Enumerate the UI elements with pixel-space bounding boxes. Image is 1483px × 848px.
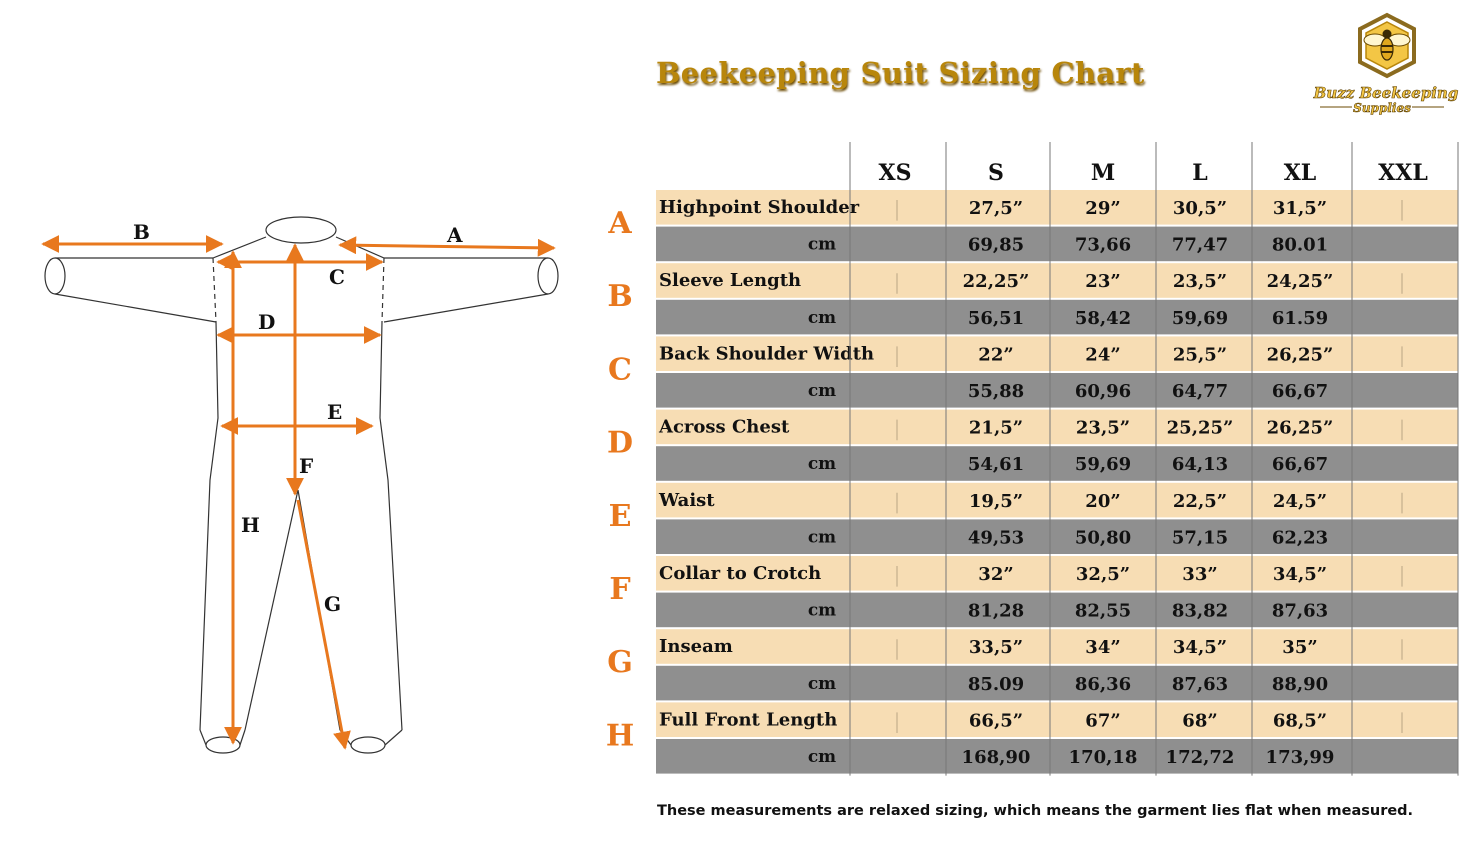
cm-value: 88,90 [1271, 673, 1329, 695]
inch-value: 35” [1282, 637, 1318, 659]
inch-value: 67” [1085, 710, 1121, 732]
row-band-cm [656, 739, 1458, 774]
inch-value: 34” [1085, 637, 1121, 659]
measurement-name: Sleeve Length [659, 270, 802, 292]
cm-value: 87,63 [1171, 673, 1229, 695]
inch-value: 34,5” [1272, 564, 1328, 585]
row-letter-g: G [607, 645, 633, 681]
cm-value: 58,42 [1074, 307, 1132, 329]
cm-value: 60,96 [1074, 381, 1132, 402]
row-letter-f: F [609, 572, 631, 607]
unit-label-cm: cm [807, 307, 837, 328]
cm-value: 59,69 [1171, 307, 1229, 329]
label-d: D [258, 310, 276, 334]
row-letter-d: D [606, 425, 634, 461]
measurement-name: Collar to Crotch [659, 563, 822, 584]
inch-value: 22,25” [962, 271, 1030, 293]
measurement-name: Full Front Length [659, 709, 838, 731]
label-g: G [324, 592, 342, 616]
unit-label-cm: cm [807, 527, 837, 548]
inch-value: 22” [978, 344, 1014, 366]
cm-value: 82,55 [1074, 600, 1132, 622]
measurement-name: Inseam [659, 636, 733, 658]
cm-value: 73,66 [1074, 234, 1132, 256]
row-letter-a: A [608, 206, 632, 241]
inch-value: 23,5” [1172, 271, 1228, 293]
label-h: H [241, 513, 260, 537]
cm-value: 62,23 [1271, 527, 1329, 549]
row-band-cm [656, 666, 1458, 701]
cm-value: 168,90 [961, 747, 1031, 768]
inch-value: 66,5” [968, 710, 1024, 732]
cm-value: 59,69 [1074, 454, 1132, 476]
cm-value: 69,85 [967, 234, 1025, 256]
inch-value: 22,5” [1172, 490, 1228, 512]
logo-line1: Buzz Beekeeping [1313, 84, 1459, 102]
row-band-cm [656, 227, 1458, 262]
inch-value: 21,5” [968, 417, 1024, 439]
row-letter-b: B [607, 279, 633, 315]
size-header-xxl: XXL [1378, 160, 1428, 186]
cm-value: 173,99 [1265, 747, 1335, 768]
inch-value: 31,5” [1272, 198, 1328, 219]
inch-value: 24,5” [1272, 490, 1328, 512]
cm-value: 64,13 [1171, 454, 1229, 476]
cm-value: 170,18 [1068, 747, 1138, 768]
inch-value: 26,25” [1266, 417, 1334, 439]
cm-value: 61.59 [1271, 307, 1329, 329]
cm-value: 80.01 [1271, 234, 1329, 256]
cm-value: 64,77 [1171, 381, 1229, 402]
inch-value: 26,25” [1266, 344, 1334, 366]
label-e: E [327, 400, 343, 424]
inch-value: 29” [1085, 198, 1121, 219]
unit-label-cm: cm [807, 600, 837, 621]
label-f: F [299, 454, 314, 478]
inch-value: 19,5” [968, 490, 1024, 512]
size-header-xs: XS [878, 160, 912, 186]
cm-value: 66,67 [1271, 381, 1329, 402]
label-b: B [133, 220, 150, 244]
footnote: These measurements are relaxed sizing, which means the garment lies flat when measured. [657, 803, 1414, 819]
inch-value: 23” [1085, 271, 1121, 293]
row-band-cm [656, 446, 1458, 481]
unit-label-cm: cm [807, 747, 837, 767]
cm-value: 172,72 [1165, 747, 1235, 768]
row-band-cm [656, 593, 1458, 628]
label-c: C [329, 265, 345, 289]
inch-value: 68,5” [1272, 710, 1328, 732]
row-band-cm [656, 519, 1458, 554]
measurement-name: Highpoint Shoulder [659, 197, 860, 218]
measurement-name: Across Chest [659, 416, 790, 438]
inch-value: 25,5” [1172, 344, 1228, 366]
row-band-inches [656, 629, 1458, 664]
cm-value: 56,51 [967, 307, 1025, 329]
page-title: Beekeeping Suit Sizing Chart [656, 56, 1145, 90]
row-band-inches [656, 483, 1458, 518]
size-header-l: L [1192, 160, 1208, 186]
row-band-cm [656, 373, 1458, 408]
inch-value: 68” [1182, 710, 1218, 732]
row-letter-e: E [608, 498, 632, 534]
inch-value: 24,25” [1266, 271, 1334, 293]
inch-value: 33” [1182, 564, 1218, 585]
inch-value: 34,5” [1172, 637, 1228, 659]
size-header-m: M [1090, 160, 1116, 186]
inch-value: 27,5” [968, 198, 1024, 219]
unit-label-cm: cm [807, 454, 837, 475]
inch-value: 24” [1085, 344, 1121, 366]
unit-label-cm: cm [807, 673, 837, 694]
inch-value: 20” [1085, 490, 1121, 512]
cm-value: 55,88 [967, 381, 1025, 402]
cm-value: 54,61 [967, 454, 1025, 476]
cm-value: 49,53 [967, 527, 1025, 549]
inch-value: 32,5” [1075, 564, 1131, 585]
row-letter-c: C [608, 352, 632, 388]
inch-value: 33,5” [968, 637, 1024, 659]
unit-label-cm: cm [807, 234, 837, 255]
cm-value: 83,82 [1171, 600, 1229, 622]
cm-value: 77,47 [1171, 234, 1229, 256]
label-a: A [447, 223, 463, 247]
cm-value: 85.09 [967, 673, 1025, 695]
row-band-cm [656, 300, 1458, 335]
logo-line2: Supplies [1353, 101, 1411, 115]
measurement-name: Back Shoulder Width [659, 343, 875, 365]
cm-value: 66,67 [1271, 454, 1329, 476]
measurement-name: Waist [659, 489, 715, 511]
unit-label-cm: cm [807, 381, 837, 401]
size-header-xl: XL [1283, 160, 1317, 186]
cm-value: 87,63 [1271, 600, 1329, 622]
inch-value: 30,5” [1172, 198, 1228, 219]
cm-value: 81,28 [967, 600, 1025, 622]
inch-value: 32” [978, 564, 1014, 585]
row-letter-h: H [605, 718, 635, 754]
cm-value: 57,15 [1171, 527, 1229, 549]
inch-value: 23,5” [1075, 417, 1131, 439]
size-header-s: S [988, 160, 1004, 186]
cm-value: 86,36 [1074, 673, 1132, 695]
cm-value: 50,80 [1074, 527, 1132, 549]
inch-value: 25,25” [1166, 417, 1234, 439]
